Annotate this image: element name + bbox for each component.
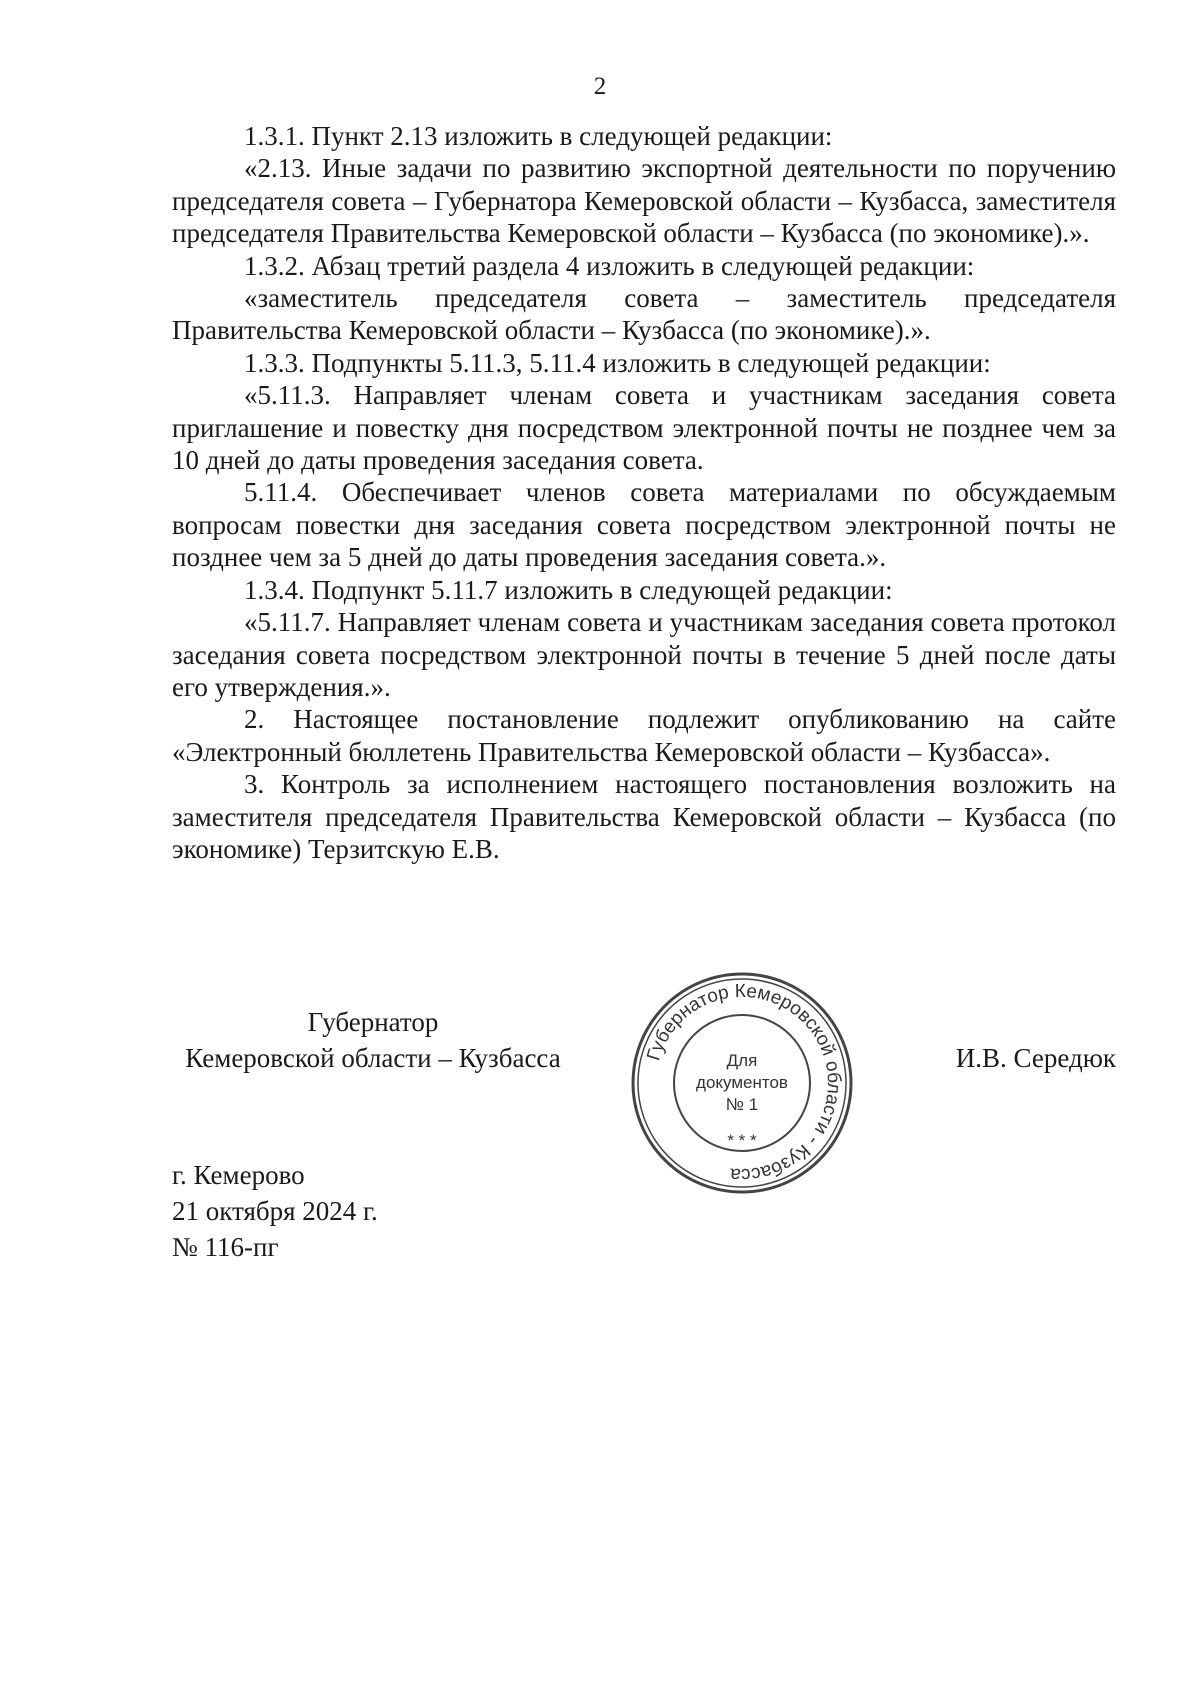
page-number: 2: [593, 73, 607, 100]
paragraph-deputy-text: «заместитель председателя совета – заместитель председателя Правительства Кемеровской области – Кузбасса (по экономике).».: [172, 283, 1116, 346]
stamp-stars: * * *: [727, 1131, 757, 1150]
stamp-center-line-3: № 1: [725, 1095, 759, 1114]
document-footer: [172, 1157, 378, 1265]
paragraph-5-11-3-text: «5.11.3. Направляет членам совета и участникам заседания совета приглашение и повестку дня посредством электронной почты не позднее чем за 10 дней до даты проведения заседания совета.: [172, 380, 1116, 476]
signatory-name: И.В. Середюк: [955, 1043, 1116, 1073]
stamp-center-line-1: Для: [726, 1051, 758, 1070]
paragraph-1-3-1: 1.3.1. Пункт 2.13 изложить в следующей редакции:: [244, 121, 833, 151]
paragraph-1-3-2: 1.3.2. Абзац третий раздела 4 изложить в следующей редакции:: [244, 250, 975, 281]
signatory-position: [172, 1004, 574, 1076]
paragraph-1-3-3: 1.3.3. Подпункты 5.11.3, 5.11.4 изложить в следующей редакции:: [244, 347, 991, 378]
paragraph-2: 2. Настоящее постановление подлежит опубликованию на сайте «Электронный бюллетень Правительства Кемеровской области – Кузбасса».: [172, 704, 1116, 767]
stamp-center-line-2: документов: [696, 1073, 788, 1092]
signatory-region: Кемеровской области – Кузбасса: [185, 1043, 561, 1073]
paragraph-2-13-text: «2.13. Иные задачи по развитию экспортной деятельности по поручению председателя совета – Губернатора Кемеровской области – Кузбасса, заместителя председателя Правительства Кемеровской области – Кузбасса (по экономике).».: [172, 153, 1116, 249]
document-body: [172, 120, 1116, 865]
city: г. Кемерово: [172, 1160, 305, 1190]
paragraph-1-3-4: 1.3.4. Подпункт 5.11.7 изложить в следующей редакции:: [244, 574, 893, 605]
official-stamp: [627, 968, 857, 1198]
paragraph-5-11-4-text: 5.11.4. Обеспечивает членов совета материалами по обсуждаемым вопросам повестки дня заседания совета посредством электронной почты не позднее чем за 5 дней до даты проведения заседания совета.».: [172, 477, 1116, 573]
paragraph-3: 3. Контроль за исполнением настоящего постановления возложить на заместителя председателя Правительства Кемеровской области – Кузбасса (по экономике) Терзитскую Е.В.: [172, 769, 1116, 864]
signatory-title: Губернатор: [307, 1007, 439, 1037]
document-date: 21 октября 2024 г.: [172, 1196, 378, 1226]
stamp-ring-text: Губернатор Кемеровской области - Кузбасса: [643, 980, 845, 1186]
paragraph-5-11-7-text: «5.11.7. Направляет членам совета и участникам заседания совета протокол заседания совета посредством электронной почты в течение 5 дней после даты его утверждения.».: [172, 607, 1116, 702]
document-number: № 116-пг: [172, 1232, 279, 1262]
